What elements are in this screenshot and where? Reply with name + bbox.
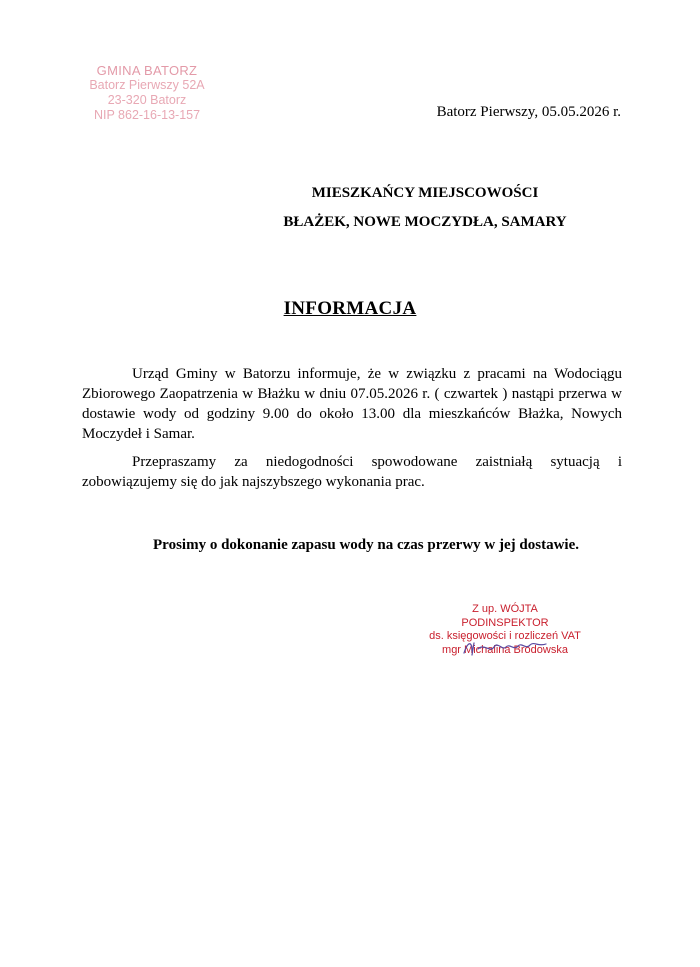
apology-paragraph: Przepraszamy za niedogodności spowodowane zaistniałą sytuacją i zobowiązujemy się do jak najszybszego wykonania prac. [82, 454, 622, 490]
office-stamp [62, 63, 232, 123]
document-date: Batorz Pierwszy, 05.05.2026 r. [436, 104, 621, 120]
water-supply-request: Prosimy o dokonanie zapasu wody na czas przerwy w jej dostawie. [153, 537, 579, 553]
signature-line-2: PODINSPEKTOR [461, 616, 549, 629]
recipient-block [0, 179, 700, 237]
recipient-line-1: MIESZKAŃCY MIEJSCOWOŚCI [311, 185, 539, 201]
stamp-nip: NIP 862-16-13-157 [93, 108, 201, 122]
signature-stamp [420, 603, 590, 657]
stamp-address: Batorz Pierwszy 52A [89, 78, 205, 92]
recipient-line-2: BŁAŻEK, NOWE MOCZYDŁA, SAMARY [283, 214, 567, 230]
stamp-title: GMINA BATORZ [96, 63, 198, 78]
handwritten-signature [460, 637, 550, 659]
signature-line-4: mgr Michalina Brodowska [442, 643, 568, 656]
document-title: INFORMACJA [283, 298, 417, 319]
stamp-postcode: 23-320 Batorz [107, 93, 187, 107]
signature-line-3: ds. księgowości i rozliczeń VAT [429, 630, 581, 642]
signature-line-1: Z up. WÓJTA [472, 603, 538, 615]
announcement-paragraph: Urząd Gminy w Batorzu informuje, że w związku z pracami na Wodociągu Zbiorowego Zaopatrzenia w Błażku w dniu 07.05.2026 r. ( czwartek ) nastąpi przerwa w dostawie wody od godziny 9.00 do około 13.00 dla mieszkańców Błażka, Nowych Moczydeł i Samar. [82, 366, 622, 442]
